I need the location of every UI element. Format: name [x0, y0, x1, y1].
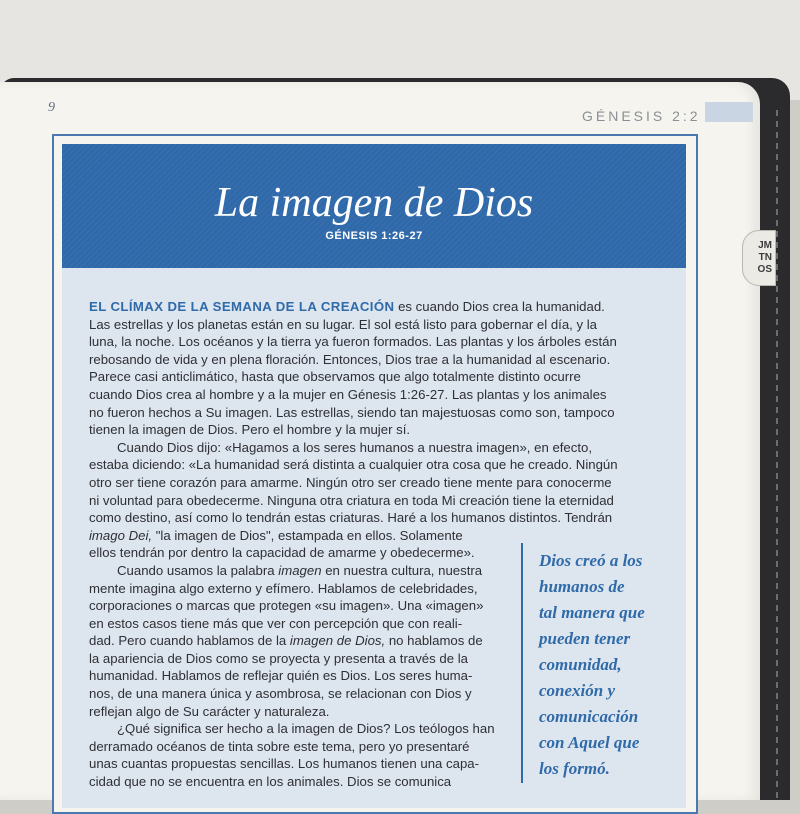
text-line: ni voluntad para obedecerme. Ninguna otra criatura en toda Mi creación tiene la eternidad [89, 492, 614, 508]
pull-quote-rule [521, 543, 523, 783]
text-line: Parece casi anticlimático, hasta que observamos que algo totalmente distinto ocurre [89, 369, 581, 385]
text-line: reflejan algo de Su carácter y naturaleza. [89, 703, 330, 719]
text-span: imagen [278, 562, 322, 578]
text-line: unas cuantas propuestas sencillas. Los humanos tienen una capa- [89, 756, 480, 772]
thumb-index-tab[interactable] [742, 230, 776, 286]
text-line: estaba diciendo: «La humanidad será distinta a cualquier otra cosa que he creado. Ningún [89, 457, 618, 473]
text-line: cidad que no se encuentra en los animales. Dios se comunica [89, 774, 452, 790]
text-span: en nuestra cultura, nuestra [321, 562, 483, 578]
pull-quote-line: conexión y [539, 681, 616, 700]
scripture-reference: GÉNESIS 1:26-27 [325, 230, 423, 242]
text-span: imagen de Dios, [289, 633, 386, 649]
text-span: Cuando usamos la palabra [117, 562, 279, 578]
article-title: La imagen de Dios [214, 180, 534, 226]
text-span: "la imagen de Dios", estampada en ellos. Solamente [152, 527, 463, 543]
text-line: nos, de una manera única y asombrosa, se relacionan con Dios y [89, 686, 472, 702]
text-line: Las estrellas y los planetas están en su lugar. El sol está listo para gobernar el día, y la [89, 316, 598, 332]
thumb-tab-label: OS [757, 264, 772, 275]
text-line: corporaciones o marcas que protegen «su imagen». Una «imagen» [89, 598, 484, 614]
pull-quote [539, 548, 679, 782]
text-span: imago Dei, [89, 527, 153, 543]
running-head: GÉNESIS 2:2 [582, 108, 701, 124]
pull-quote-line: tal manera que [539, 603, 645, 622]
pull-quote-line: con Aquel que [539, 733, 640, 752]
pull-quote-line: humanos de [539, 577, 625, 596]
text-line: cuando Dios crea al hombre y a la mujer en Génesis 1:26-27. Las plantas y los animales [89, 386, 607, 402]
text-line [89, 527, 649, 545]
text-line: como destino, así como lo tendrán estas criaturas. Haré a los humanos distintos. Tendrán [89, 510, 613, 526]
text-line: Cuando Dios dijo: «Hagamos a los seres humanos a nuestra imagen», en efecto, [117, 439, 593, 455]
thumb-tab-label: TN [758, 252, 772, 263]
text-line: tienen la imagen de Dios. Pero el hombre y la mujer sí. [89, 422, 411, 438]
text-line: en estos casos tiene más que ver con percepción que con reali- [89, 615, 463, 631]
text-line: la apariencia de Dios como se proyecta y presenta a través de la [89, 650, 468, 666]
text-line: mente imagina algo externo y efímero. Hablamos de celebridades, [89, 580, 478, 596]
text-line: humanidad. Hablamos de reflejar quién es Dios. Los seres huma- [89, 668, 473, 684]
text-line: otro ser tiene corazón para amarme. Ningún otro ser creado tiene mente para conocerme [89, 474, 612, 490]
pull-quote-line: pueden tener [539, 629, 631, 648]
text-line [89, 298, 649, 316]
text-line: rebosando de vida y en plena floración. Entonces, Dios trae a la humanidad al escenario. [89, 351, 611, 367]
lead-in: EL CLÍMAX DE LA SEMANA DE LA CREACIÓN [89, 299, 395, 314]
pull-quote-line: los formó. [539, 759, 610, 778]
color-tab-strip [705, 102, 753, 122]
cover-stitching [776, 110, 778, 800]
text-line: ellos tendrán por dentro la capacidad de amarme y obedecerme». [89, 545, 475, 561]
thumb-tab-label: JM [758, 240, 772, 251]
text-span: dad. Pero cuando hablamos de la [89, 633, 290, 649]
text-line: luna, la noche. Los océanos y la tierra ya fueron formados. Las plantas y los árboles están [89, 334, 617, 350]
page-number: 9 [48, 100, 55, 115]
text-line: ¿Qué significa ser hecho a la imagen de Dios? Los teólogos han [117, 721, 495, 737]
article-banner [62, 144, 686, 268]
text-line: derramado océanos de tinta sobre este tema, pero yo presentaré [89, 738, 470, 754]
text-line: no fueron hechos a Su imagen. Las estrellas, siendo tan majestuosas como son, tampoco [89, 404, 615, 420]
pull-quote-line: comunicación [539, 707, 639, 726]
pull-quote-line: comunidad, [539, 655, 622, 674]
pull-quote-line: Dios creó a los [539, 551, 643, 570]
text-span: no hablamos de [385, 633, 483, 649]
text-span: es cuando Dios crea la humanidad. [394, 299, 605, 314]
